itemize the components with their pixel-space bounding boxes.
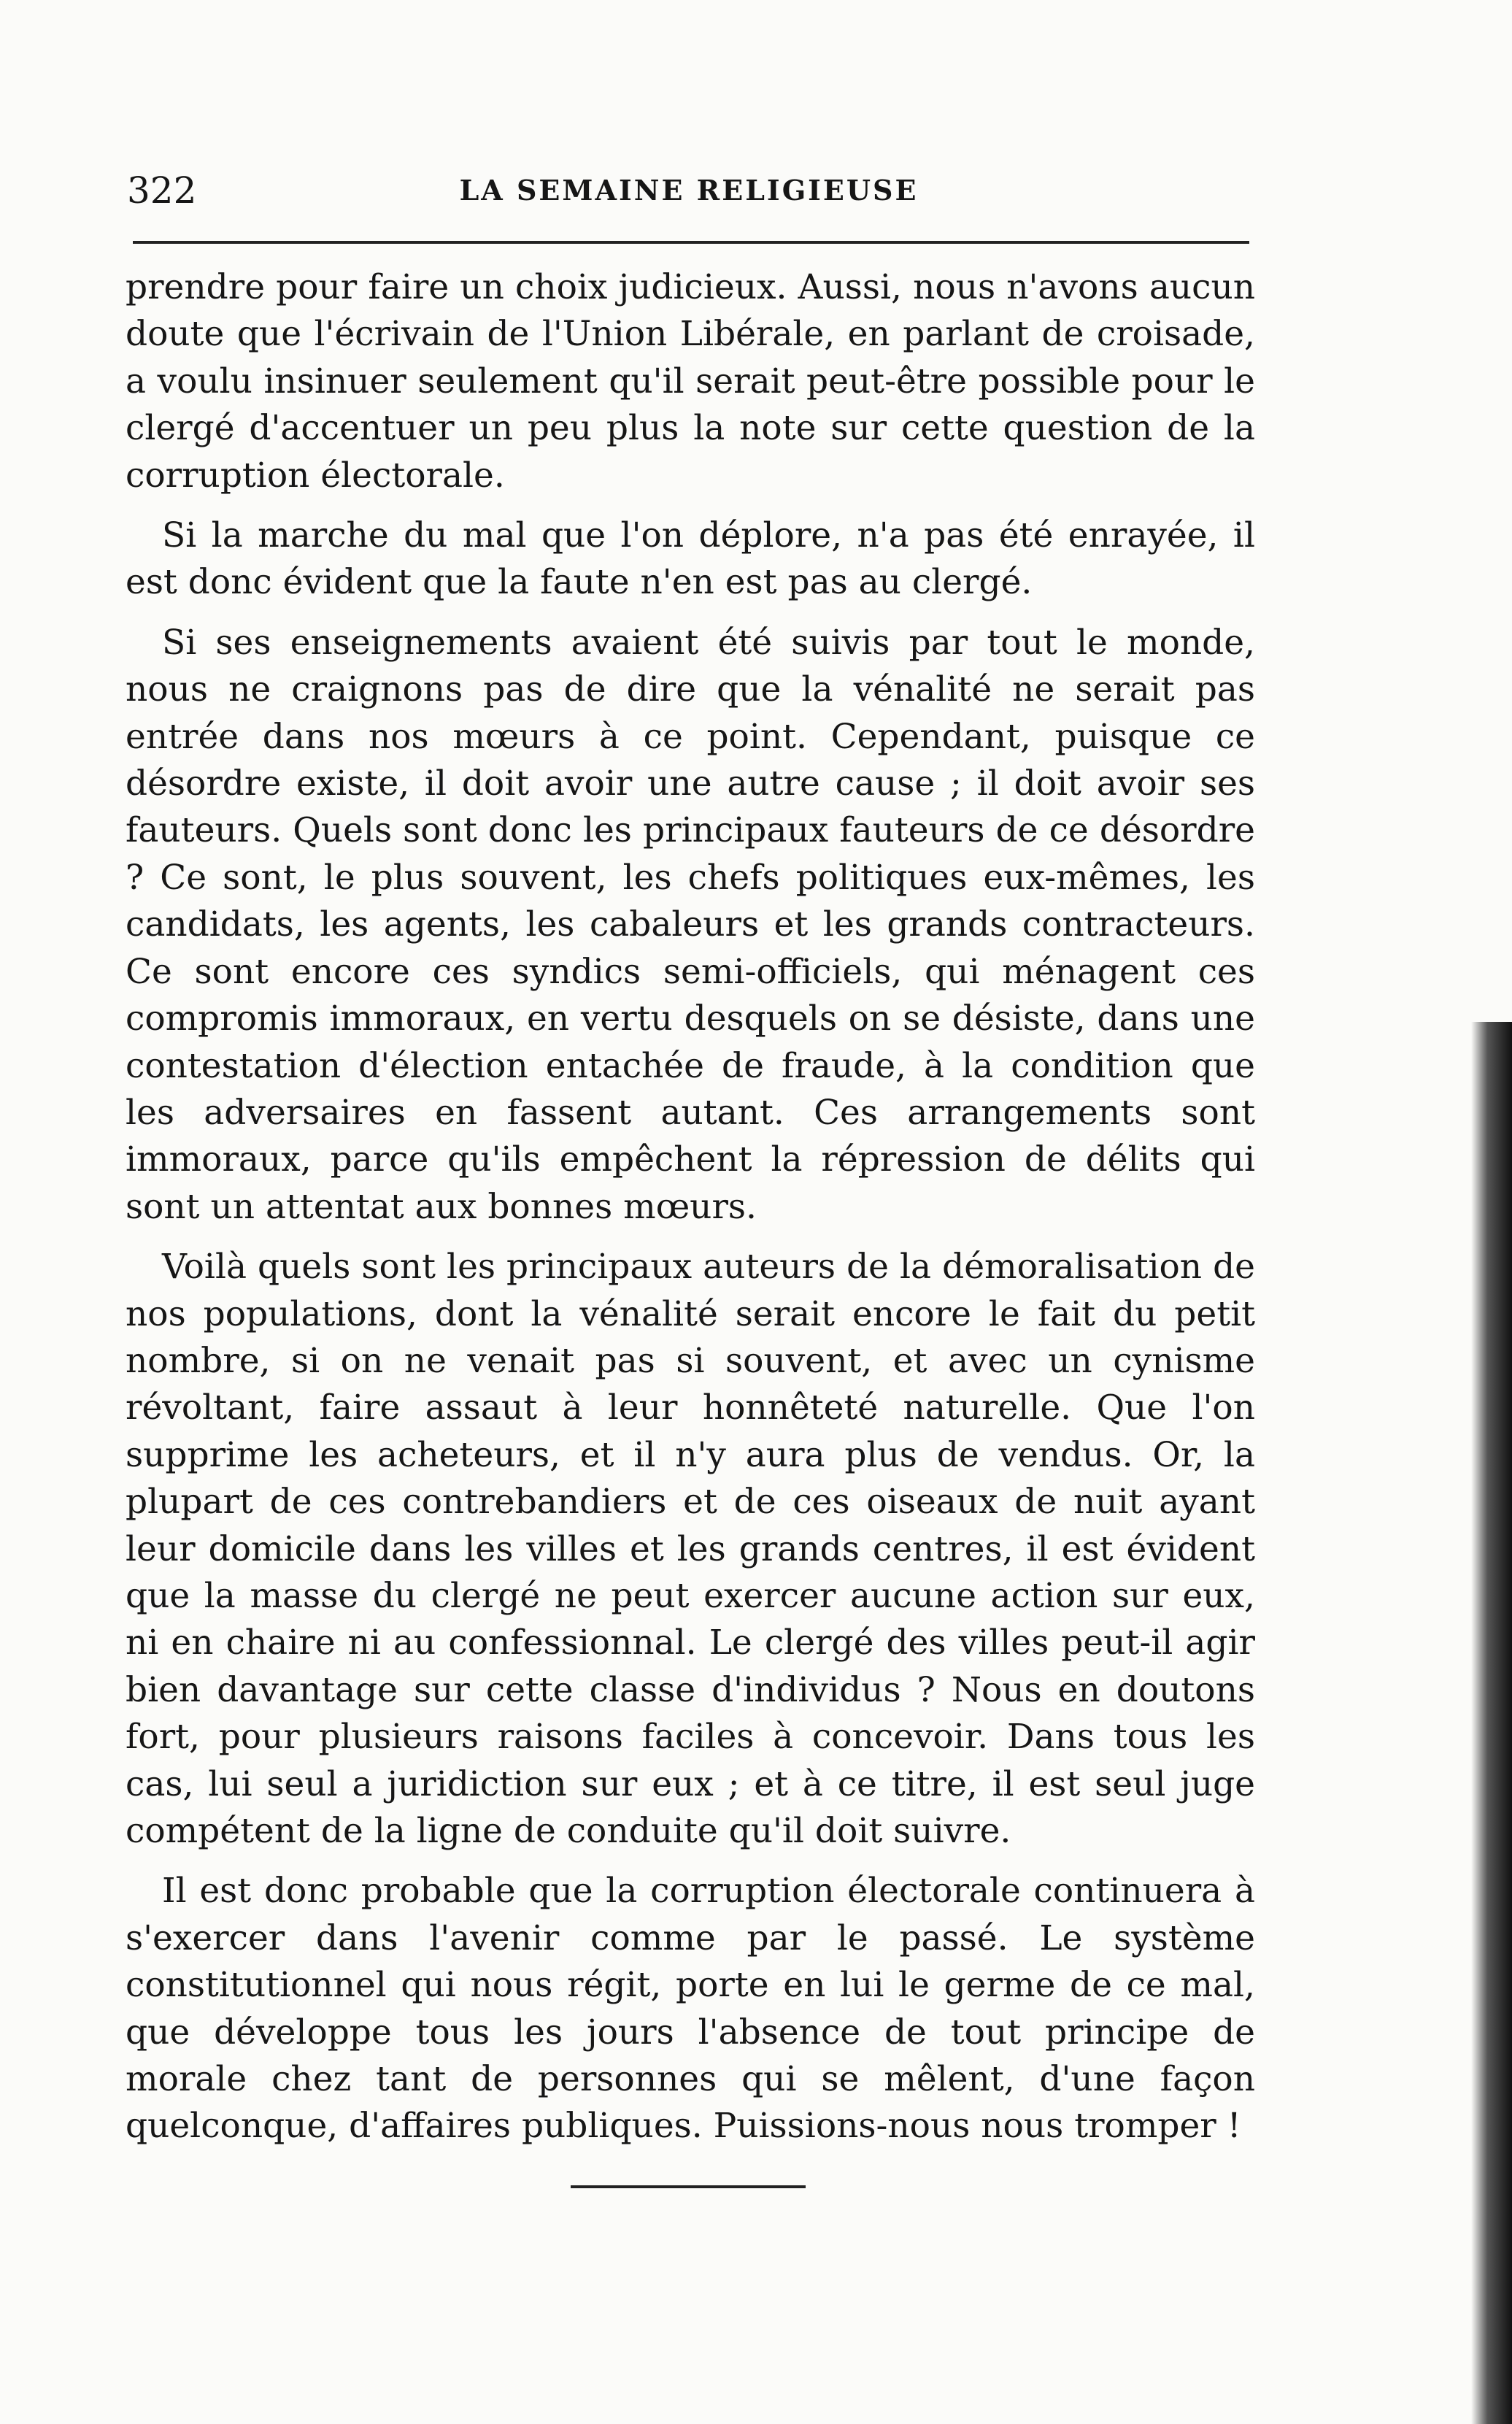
page-header bbox=[127, 165, 1251, 216]
scan-edge-shadow bbox=[1471, 1022, 1512, 2424]
paragraph: Si ses enseignements avaient été suivis par tout le monde, nous ne craignons pas de dire que la vénalité ne serait pas entrée dans nos mœurs à ce point. Cependant, puisque ce désordre existe, il doit avoir une autre cause ; il doit avoir ses fauteurs. Quels sont donc les principaux fauteurs de ce désordre ? Ce sont, le plus souvent, les chefs politiques eux-mêmes, les candidats, les agents, les cabaleurs et les grands contracteurs. Ce sont encore ces syndics semi-officiels, qui ménagent ces compromis immoraux, en vertu desquels on se désiste, dans une contestation d'élection entachée de fraude, à la condition que les adversaires en fassent autant. Ces arrangements sont immoraux, parce qu'ils empêchent la répression de délits qui sont un attentat aux bonnes mœurs. bbox=[126, 622, 1255, 1227]
paragraph: Voilà quels sont les principaux auteurs de la démoralisation de nos populations, dont la vénalité serait encore le fait du petit nombre, si on ne venait pas si souvent, et avec un cynisme révoltant, faire assaut à leur honnêteté naturelle. Que l'on supprime les acheteurs, et il n'y aura plus de vendus. Or, la plupart de ces contrebandiers et de ces oiseaux de nuit ayant leur domicile dans les villes et les grands centres, il est évident que la masse du clergé ne peut exercer aucune action sur eux, ni en chaire ni au confessionnal. Le clergé des villes peut-il agir bien davantage sur cette classe d'individus ? Nous en doutons fort, pour plusieurs raisons faciles à concevoir. Dans tous les cas, lui seul a juridiction sur eux ; et à ce titre, il est seul juge compétent de la ligne de conduite qu'il doit suivre. bbox=[126, 1247, 1255, 1851]
page-number: 322 bbox=[127, 169, 197, 212]
article-body bbox=[126, 264, 1255, 2150]
paragraph: Si la marche du mal que l'on déplore, n'a pas été enrayée, il est donc évident que la faute n'en est pas au clergé. bbox=[126, 515, 1255, 603]
paragraph-continued: prendre pour faire un choix judicieux. Aussi, nous n'avons aucun doute que l'écrivain de l'Union Libérale, en parlant de croisade, a voulu insinuer seulement qu'il serait peut-être possible pour le clergé d'accentuer un peu plus la note sur cette question de la corruption électorale. bbox=[126, 267, 1255, 496]
running-title: LA SEMAINE RELIGIEUSE bbox=[459, 174, 919, 207]
paragraph: Il est donc probable que la corruption électorale continuera à s'exercer dans l'avenir comme par le passé. Le système constitutionnel qui nous régit, porte en lui le germe de ce mal, que développe tous les jours l'absence de tout principe de morale chez tant de personnes qui se mêlent, d'une façon quelconque, d'affaires publiques. Puissions-nous nous tromper ! bbox=[126, 1871, 1255, 2147]
header-rule bbox=[133, 241, 1249, 244]
end-rule bbox=[571, 2185, 806, 2188]
